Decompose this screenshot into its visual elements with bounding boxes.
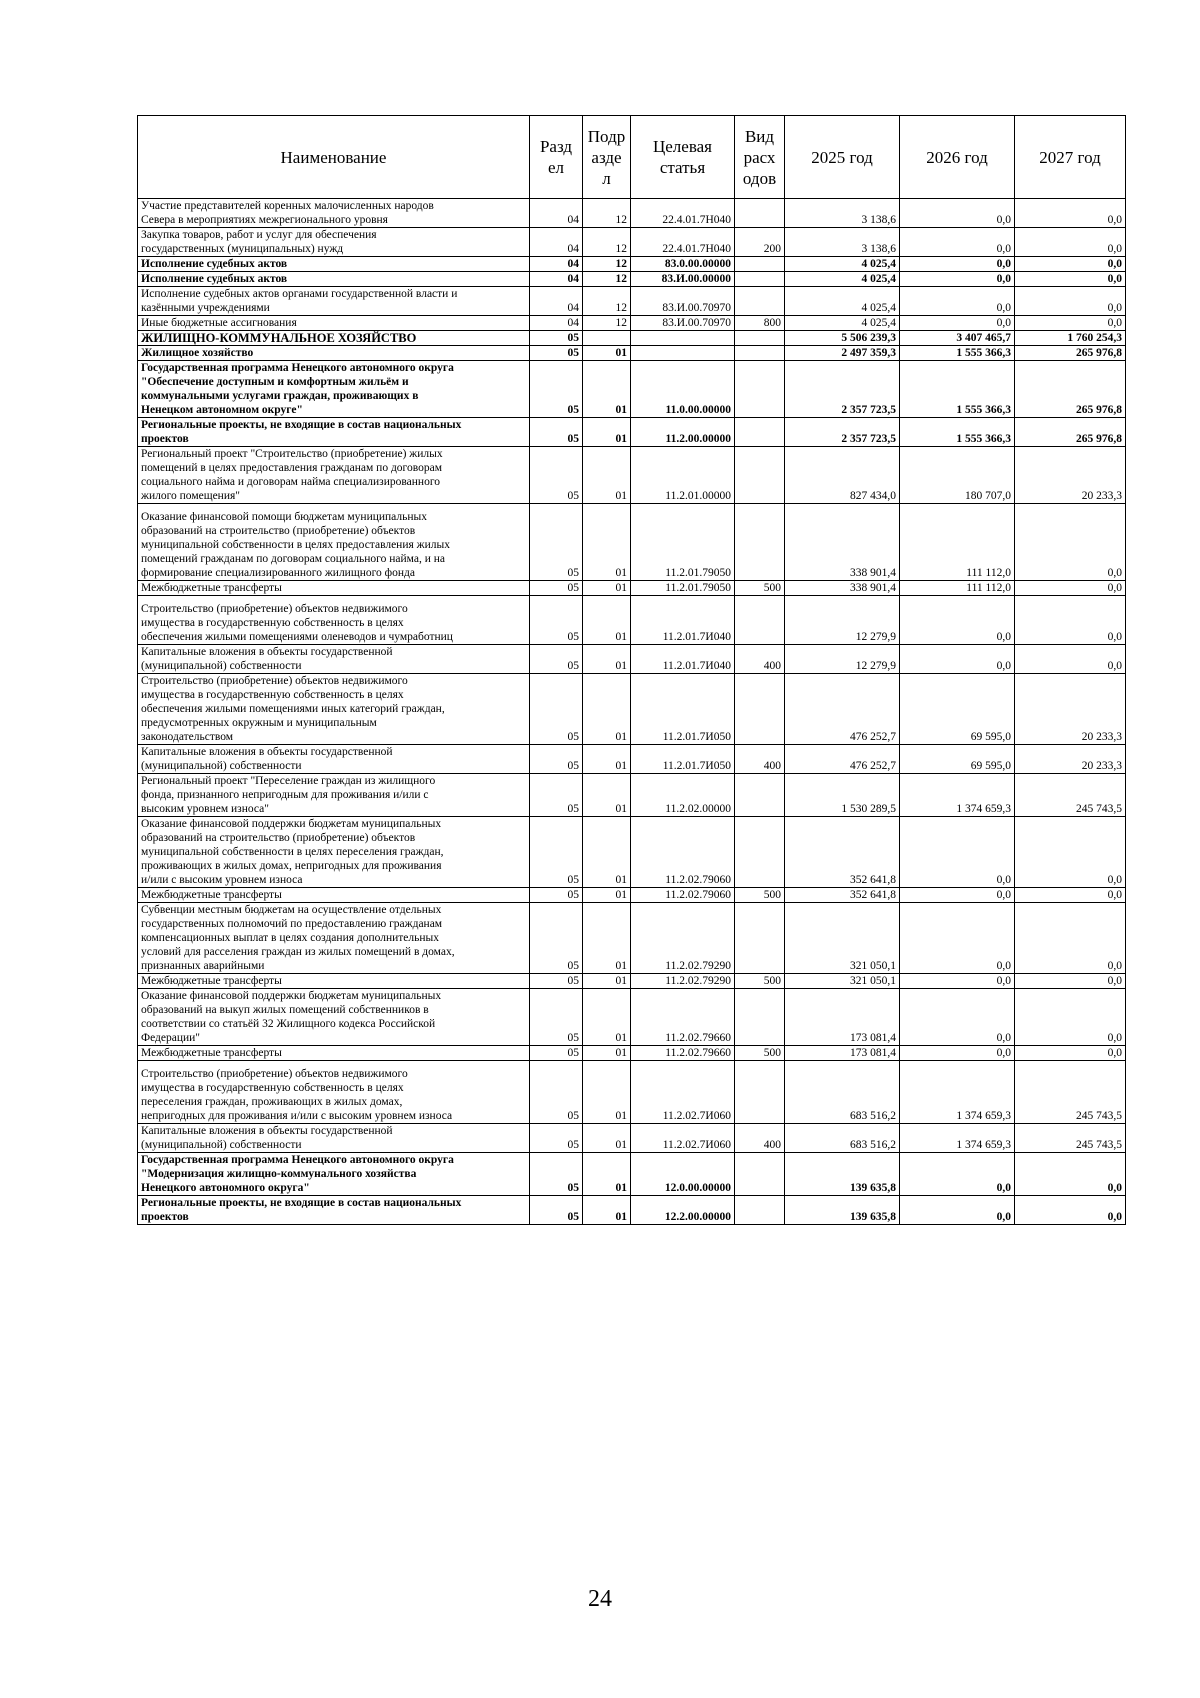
table-row bbox=[138, 903, 1126, 974]
cell-2026: 0,0 bbox=[900, 1046, 1015, 1061]
cell-podrazdel: 01 bbox=[583, 903, 631, 974]
cell-2027: 0,0 bbox=[1015, 903, 1126, 974]
cell-2026: 0,0 bbox=[900, 645, 1015, 674]
cell-2026: 0,0 bbox=[900, 1196, 1015, 1225]
col-header-2027: 2027 год bbox=[1015, 116, 1126, 199]
cell-2027: 0,0 bbox=[1015, 888, 1126, 903]
cell-name: Оказание финансовой помощи бюджетам муниципальных образований на строительство (приобретение) объектов муниципальной собственности в целях предоставления жилых помещений гражданам по договорам социального найма, и на формирование специализированного жилищного фонда bbox=[138, 504, 530, 581]
cell-2027: 20 233,3 bbox=[1015, 674, 1126, 745]
table-row bbox=[138, 272, 1126, 287]
cell-razdel: 04 bbox=[530, 257, 583, 272]
cell-razdel: 05 bbox=[530, 418, 583, 447]
cell-podrazdel: 12 bbox=[583, 257, 631, 272]
cell-2025: 2 357 723,5 bbox=[785, 361, 900, 418]
cell-podrazdel: 12 bbox=[583, 199, 631, 228]
table-row bbox=[138, 1124, 1126, 1153]
cell-razdel: 05 bbox=[530, 1124, 583, 1153]
cell-2025: 352 641,8 bbox=[785, 817, 900, 888]
cell-2025: 352 641,8 bbox=[785, 888, 900, 903]
cell-razdel: 05 bbox=[530, 1046, 583, 1061]
cell-name: Строительство (приобретение) объектов недвижимого имущества в государственную собственность в целях обеспечения жилыми помещениями оленеводов и чумработниц bbox=[138, 596, 530, 645]
cell-name: Субвенции местным бюджетам на осуществление отдельных государственных полномочий по предоставлению гражданам компенсационных выплат в целях создания дополнительных условий для расселения граждан из жилых помещений в домах, признанных аварийными bbox=[138, 903, 530, 974]
table-row bbox=[138, 581, 1126, 596]
cell-vid bbox=[735, 199, 785, 228]
table-row bbox=[138, 316, 1126, 331]
cell-2025: 321 050,1 bbox=[785, 903, 900, 974]
cell-podrazdel: 01 bbox=[583, 581, 631, 596]
cell-2027: 0,0 bbox=[1015, 645, 1126, 674]
cell-2027: 245 743,5 bbox=[1015, 1124, 1126, 1153]
cell-target: 11.2.01.79050 bbox=[631, 504, 735, 581]
col-header-vid: Вид расх одов bbox=[735, 116, 785, 199]
col-header-target: Целевая статья bbox=[631, 116, 735, 199]
cell-name: Оказание финансовой поддержки бюджетам муниципальных образований на выкуп жилых помещений собственников в соответствии со статьёй 32 Жилищного кодекса Российской Федерации" bbox=[138, 989, 530, 1046]
cell-name: Капитальные вложения в объекты государственной (муниципальной) собственности bbox=[138, 1124, 530, 1153]
cell-podrazdel: 12 bbox=[583, 287, 631, 316]
cell-name: Капитальные вложения в объекты государственной (муниципальной) собственности bbox=[138, 745, 530, 774]
cell-name: Региональный проект "Строительство (приобретение) жилых помещений в целях предоставления гражданам по договорам социального найма и договорам найма специализированного жилого помещения" bbox=[138, 447, 530, 504]
cell-2025: 683 516,2 bbox=[785, 1124, 900, 1153]
table-row bbox=[138, 447, 1126, 504]
cell-vid bbox=[735, 1153, 785, 1196]
cell-podrazdel: 01 bbox=[583, 1153, 631, 1196]
table-row bbox=[138, 346, 1126, 361]
cell-vid bbox=[735, 331, 785, 346]
cell-vid: 800 bbox=[735, 316, 785, 331]
col-header-razdel: Разд ел bbox=[530, 116, 583, 199]
cell-name: Региональные проекты, не входящие в состав национальных проектов bbox=[138, 1196, 530, 1225]
cell-target: 11.2.02.7И060 bbox=[631, 1124, 735, 1153]
cell-target: 11.2.01.79050 bbox=[631, 581, 735, 596]
cell-2025: 173 081,4 bbox=[785, 989, 900, 1046]
cell-target: 22.4.01.7Н040 bbox=[631, 228, 735, 257]
cell-podrazdel: 01 bbox=[583, 447, 631, 504]
cell-vid bbox=[735, 817, 785, 888]
cell-2027: 265 976,8 bbox=[1015, 346, 1126, 361]
cell-vid: 500 bbox=[735, 888, 785, 903]
table-row bbox=[138, 1196, 1126, 1225]
cell-2027: 0,0 bbox=[1015, 581, 1126, 596]
cell-vid: 400 bbox=[735, 745, 785, 774]
col-header-podrazdel: Подр азде л bbox=[583, 116, 631, 199]
cell-2027: 0,0 bbox=[1015, 316, 1126, 331]
cell-razdel: 04 bbox=[530, 272, 583, 287]
cell-2025: 4 025,4 bbox=[785, 316, 900, 331]
cell-2025: 3 138,6 bbox=[785, 199, 900, 228]
cell-vid: 500 bbox=[735, 581, 785, 596]
cell-name: Межбюджетные трансферты bbox=[138, 974, 530, 989]
cell-razdel: 05 bbox=[530, 1153, 583, 1196]
cell-name: Исполнение судебных актов органами государственной власти и казёнными учреждениями bbox=[138, 287, 530, 316]
cell-podrazdel: 01 bbox=[583, 989, 631, 1046]
cell-2026: 0,0 bbox=[900, 989, 1015, 1046]
cell-target: 83.И.00.70970 bbox=[631, 287, 735, 316]
cell-2026: 3 407 465,7 bbox=[900, 331, 1015, 346]
cell-name: Межбюджетные трансферты bbox=[138, 581, 530, 596]
cell-name: Иные бюджетные ассигнования bbox=[138, 316, 530, 331]
cell-2027: 0,0 bbox=[1015, 228, 1126, 257]
cell-2026: 111 112,0 bbox=[900, 504, 1015, 581]
cell-2026: 0,0 bbox=[900, 817, 1015, 888]
cell-target: 11.2.02.79060 bbox=[631, 817, 735, 888]
cell-target: 11.2.01.7И050 bbox=[631, 674, 735, 745]
cell-target: 11.0.00.00000 bbox=[631, 361, 735, 418]
cell-podrazdel: 01 bbox=[583, 346, 631, 361]
cell-2025: 4 025,4 bbox=[785, 272, 900, 287]
table-row bbox=[138, 817, 1126, 888]
cell-2027: 0,0 bbox=[1015, 272, 1126, 287]
cell-razdel: 05 bbox=[530, 346, 583, 361]
cell-podrazdel: 01 bbox=[583, 596, 631, 645]
cell-vid bbox=[735, 418, 785, 447]
cell-razdel: 05 bbox=[530, 361, 583, 418]
table-row bbox=[138, 199, 1126, 228]
col-header-2025: 2025 год bbox=[785, 116, 900, 199]
cell-target: 11.2.02.79290 bbox=[631, 974, 735, 989]
cell-razdel: 04 bbox=[530, 199, 583, 228]
cell-razdel: 05 bbox=[530, 817, 583, 888]
cell-podrazdel: 01 bbox=[583, 361, 631, 418]
cell-razdel: 05 bbox=[530, 674, 583, 745]
cell-2027: 0,0 bbox=[1015, 199, 1126, 228]
cell-2025: 139 635,8 bbox=[785, 1196, 900, 1225]
cell-2027: 265 976,8 bbox=[1015, 418, 1126, 447]
cell-vid: 400 bbox=[735, 1124, 785, 1153]
cell-vid bbox=[735, 903, 785, 974]
cell-podrazdel: 01 bbox=[583, 1124, 631, 1153]
cell-2026: 111 112,0 bbox=[900, 581, 1015, 596]
cell-2025: 338 901,4 bbox=[785, 581, 900, 596]
cell-podrazdel: 01 bbox=[583, 1196, 631, 1225]
cell-2027: 20 233,3 bbox=[1015, 745, 1126, 774]
cell-razdel: 05 bbox=[530, 504, 583, 581]
table-row bbox=[138, 596, 1126, 645]
cell-2027: 0,0 bbox=[1015, 817, 1126, 888]
cell-razdel: 05 bbox=[530, 745, 583, 774]
table-row bbox=[138, 888, 1126, 903]
cell-2026: 0,0 bbox=[900, 903, 1015, 974]
cell-2025: 2 497 359,3 bbox=[785, 346, 900, 361]
cell-podrazdel: 01 bbox=[583, 674, 631, 745]
cell-podrazdel: 01 bbox=[583, 974, 631, 989]
cell-razdel: 05 bbox=[530, 596, 583, 645]
cell-2027: 265 976,8 bbox=[1015, 361, 1126, 418]
cell-name: Закупка товаров, работ и услуг для обеспечения государственных (муниципальных) нужд bbox=[138, 228, 530, 257]
col-header-2026: 2026 год bbox=[900, 116, 1015, 199]
table-row bbox=[138, 674, 1126, 745]
cell-2025: 5 506 239,3 bbox=[785, 331, 900, 346]
cell-2025: 4 025,4 bbox=[785, 257, 900, 272]
cell-podrazdel: 01 bbox=[583, 504, 631, 581]
cell-razdel: 04 bbox=[530, 287, 583, 316]
cell-razdel: 05 bbox=[530, 774, 583, 817]
cell-2025: 2 357 723,5 bbox=[785, 418, 900, 447]
cell-2027: 1 760 254,3 bbox=[1015, 331, 1126, 346]
cell-name: ЖИЛИЩНО-КОММУНАЛЬНОЕ ХОЗЯЙСТВО bbox=[138, 331, 530, 346]
cell-2025: 338 901,4 bbox=[785, 504, 900, 581]
cell-2026: 180 707,0 bbox=[900, 447, 1015, 504]
table-row bbox=[138, 257, 1126, 272]
table-row bbox=[138, 1153, 1126, 1196]
cell-vid bbox=[735, 1061, 785, 1124]
cell-target: 11.2.02.00000 bbox=[631, 774, 735, 817]
cell-vid bbox=[735, 774, 785, 817]
cell-vid: 500 bbox=[735, 974, 785, 989]
cell-2027: 245 743,5 bbox=[1015, 774, 1126, 817]
cell-target bbox=[631, 346, 735, 361]
cell-2026: 0,0 bbox=[900, 257, 1015, 272]
budget-table bbox=[137, 115, 1126, 1225]
table-row bbox=[138, 645, 1126, 674]
table-row bbox=[138, 331, 1126, 346]
cell-2026: 69 595,0 bbox=[900, 745, 1015, 774]
cell-vid: 200 bbox=[735, 228, 785, 257]
cell-vid bbox=[735, 1196, 785, 1225]
cell-vid: 500 bbox=[735, 1046, 785, 1061]
cell-podrazdel: 01 bbox=[583, 774, 631, 817]
cell-2026: 0,0 bbox=[900, 272, 1015, 287]
table-row bbox=[138, 974, 1126, 989]
cell-2026: 0,0 bbox=[900, 316, 1015, 331]
table-row bbox=[138, 1046, 1126, 1061]
cell-podrazdel: 01 bbox=[583, 888, 631, 903]
cell-target: 11.2.01.7И040 bbox=[631, 645, 735, 674]
cell-2027: 245 743,5 bbox=[1015, 1061, 1126, 1124]
cell-target: 11.2.00.00000 bbox=[631, 418, 735, 447]
cell-razdel: 05 bbox=[530, 1061, 583, 1124]
cell-target: 12.2.00.00000 bbox=[631, 1196, 735, 1225]
cell-target: 11.2.02.7И060 bbox=[631, 1061, 735, 1124]
cell-razdel: 05 bbox=[530, 581, 583, 596]
table-row bbox=[138, 361, 1126, 418]
cell-vid: 400 bbox=[735, 645, 785, 674]
cell-2026: 0,0 bbox=[900, 596, 1015, 645]
table-header-row bbox=[138, 116, 1126, 199]
cell-name: Межбюджетные трансферты bbox=[138, 1046, 530, 1061]
cell-2025: 476 252,7 bbox=[785, 674, 900, 745]
cell-2025: 1 530 289,5 bbox=[785, 774, 900, 817]
cell-vid bbox=[735, 447, 785, 504]
cell-razdel: 05 bbox=[530, 331, 583, 346]
cell-2026: 1 555 366,3 bbox=[900, 361, 1015, 418]
cell-name: Исполнение судебных актов bbox=[138, 272, 530, 287]
cell-target: 22.4.01.7Н040 bbox=[631, 199, 735, 228]
cell-2026: 69 595,0 bbox=[900, 674, 1015, 745]
table-row bbox=[138, 1061, 1126, 1124]
cell-podrazdel bbox=[583, 331, 631, 346]
table-row bbox=[138, 774, 1126, 817]
cell-razdel: 05 bbox=[530, 888, 583, 903]
cell-2026: 1 374 659,3 bbox=[900, 1061, 1015, 1124]
cell-podrazdel: 12 bbox=[583, 316, 631, 331]
cell-target bbox=[631, 331, 735, 346]
cell-name: Исполнение судебных актов bbox=[138, 257, 530, 272]
cell-name: Участие представителей коренных малочисленных народов Севера в мероприятиях межрегионального уровня bbox=[138, 199, 530, 228]
cell-razdel: 05 bbox=[530, 447, 583, 504]
cell-podrazdel: 12 bbox=[583, 228, 631, 257]
cell-2027: 0,0 bbox=[1015, 1196, 1126, 1225]
cell-vid bbox=[735, 257, 785, 272]
cell-target: 83.И.00.70970 bbox=[631, 316, 735, 331]
cell-2026: 1 555 366,3 bbox=[900, 418, 1015, 447]
cell-name: Государственная программа Ненецкого автономного округа "Обеспечение доступным и комфортным жильём и коммунальными услугами граждан, проживающих в Ненецком автономном округе" bbox=[138, 361, 530, 418]
table-row bbox=[138, 418, 1126, 447]
cell-2026: 1 555 366,3 bbox=[900, 346, 1015, 361]
cell-name: Строительство (приобретение) объектов недвижимого имущества в государственную собственность в целях обеспечения жилыми помещениями иных категорий граждан, предусмотренных окружным и муниципальным законодательством bbox=[138, 674, 530, 745]
cell-target: 11.2.01.7И050 bbox=[631, 745, 735, 774]
cell-razdel: 05 bbox=[530, 1196, 583, 1225]
cell-2025: 3 138,6 bbox=[785, 228, 900, 257]
cell-vid bbox=[735, 361, 785, 418]
cell-target: 12.0.00.00000 bbox=[631, 1153, 735, 1196]
cell-vid bbox=[735, 287, 785, 316]
cell-target: 11.2.01.00000 bbox=[631, 447, 735, 504]
cell-vid bbox=[735, 346, 785, 361]
cell-2025: 173 081,4 bbox=[785, 1046, 900, 1061]
cell-2025: 139 635,8 bbox=[785, 1153, 900, 1196]
table-row bbox=[138, 228, 1126, 257]
cell-podrazdel: 01 bbox=[583, 1046, 631, 1061]
cell-2025: 321 050,1 bbox=[785, 974, 900, 989]
cell-name: Жилищное хозяйство bbox=[138, 346, 530, 361]
cell-vid bbox=[735, 674, 785, 745]
cell-2027: 0,0 bbox=[1015, 287, 1126, 316]
cell-target: 11.2.02.79060 bbox=[631, 888, 735, 903]
cell-target: 11.2.02.79290 bbox=[631, 903, 735, 974]
cell-vid bbox=[735, 596, 785, 645]
cell-target: 83.0.00.00000 bbox=[631, 257, 735, 272]
budget-table-wrapper bbox=[137, 115, 1125, 1225]
cell-name: Строительство (приобретение) объектов недвижимого имущества в государственную собственность в целях переселения граждан, проживающих в жилых домах, непригодных для проживания и/или с высоким уровнем износа bbox=[138, 1061, 530, 1124]
cell-2027: 0,0 bbox=[1015, 504, 1126, 581]
cell-2027: 0,0 bbox=[1015, 974, 1126, 989]
cell-podrazdel: 01 bbox=[583, 745, 631, 774]
cell-razdel: 05 bbox=[530, 989, 583, 1046]
cell-2025: 12 279,9 bbox=[785, 596, 900, 645]
table-row bbox=[138, 287, 1126, 316]
cell-vid bbox=[735, 989, 785, 1046]
cell-razdel: 05 bbox=[530, 903, 583, 974]
cell-2026: 0,0 bbox=[900, 199, 1015, 228]
cell-vid bbox=[735, 504, 785, 581]
table-body bbox=[138, 199, 1126, 1225]
cell-2026: 0,0 bbox=[900, 974, 1015, 989]
cell-2027: 0,0 bbox=[1015, 1153, 1126, 1196]
cell-name: Региональный проект "Переселение граждан из жилищного фонда, признанного непригодным для проживания и/или с высоким уровнем износа" bbox=[138, 774, 530, 817]
cell-podrazdel: 01 bbox=[583, 1061, 631, 1124]
cell-2025: 827 434,0 bbox=[785, 447, 900, 504]
cell-target: 11.2.02.79660 bbox=[631, 989, 735, 1046]
cell-name: Государственная программа Ненецкого автономного округа "Модернизация жилищно-коммунального хозяйства Ненецкого автономного округа" bbox=[138, 1153, 530, 1196]
cell-2027: 0,0 bbox=[1015, 1046, 1126, 1061]
cell-target: 83.И.00.00000 bbox=[631, 272, 735, 287]
cell-2027: 0,0 bbox=[1015, 989, 1126, 1046]
cell-2027: 0,0 bbox=[1015, 257, 1126, 272]
table-row bbox=[138, 504, 1126, 581]
cell-razdel: 04 bbox=[530, 316, 583, 331]
cell-2026: 1 374 659,3 bbox=[900, 1124, 1015, 1153]
cell-2026: 0,0 bbox=[900, 287, 1015, 316]
cell-podrazdel: 01 bbox=[583, 817, 631, 888]
cell-podrazdel: 01 bbox=[583, 645, 631, 674]
cell-name: Региональные проекты, не входящие в состав национальных проектов bbox=[138, 418, 530, 447]
cell-podrazdel: 01 bbox=[583, 418, 631, 447]
cell-2026: 1 374 659,3 bbox=[900, 774, 1015, 817]
cell-target: 11.2.02.79660 bbox=[631, 1046, 735, 1061]
cell-2026: 0,0 bbox=[900, 1153, 1015, 1196]
col-header-name: Наименование bbox=[138, 116, 530, 199]
cell-2025: 12 279,9 bbox=[785, 645, 900, 674]
cell-2027: 0,0 bbox=[1015, 596, 1126, 645]
cell-name: Капитальные вложения в объекты государственной (муниципальной) собственности bbox=[138, 645, 530, 674]
cell-2026: 0,0 bbox=[900, 888, 1015, 903]
cell-2025: 683 516,2 bbox=[785, 1061, 900, 1124]
cell-name: Межбюджетные трансферты bbox=[138, 888, 530, 903]
cell-target: 11.2.01.7И040 bbox=[631, 596, 735, 645]
cell-2027: 20 233,3 bbox=[1015, 447, 1126, 504]
cell-razdel: 04 bbox=[530, 228, 583, 257]
cell-2025: 4 025,4 bbox=[785, 287, 900, 316]
table-row bbox=[138, 989, 1126, 1046]
cell-2025: 476 252,7 bbox=[785, 745, 900, 774]
table-row bbox=[138, 745, 1126, 774]
cell-vid bbox=[735, 272, 785, 287]
cell-razdel: 05 bbox=[530, 645, 583, 674]
cell-name: Оказание финансовой поддержки бюджетам муниципальных образований на строительство (приобретение) объектов муниципальной собственности в целях переселения граждан, проживающих в жилых домах, непригодных для проживания и/или с высоким уровнем износа bbox=[138, 817, 530, 888]
cell-2026: 0,0 bbox=[900, 228, 1015, 257]
cell-razdel: 05 bbox=[530, 974, 583, 989]
cell-podrazdel: 12 bbox=[583, 272, 631, 287]
page-number: 24 bbox=[588, 1586, 612, 1612]
